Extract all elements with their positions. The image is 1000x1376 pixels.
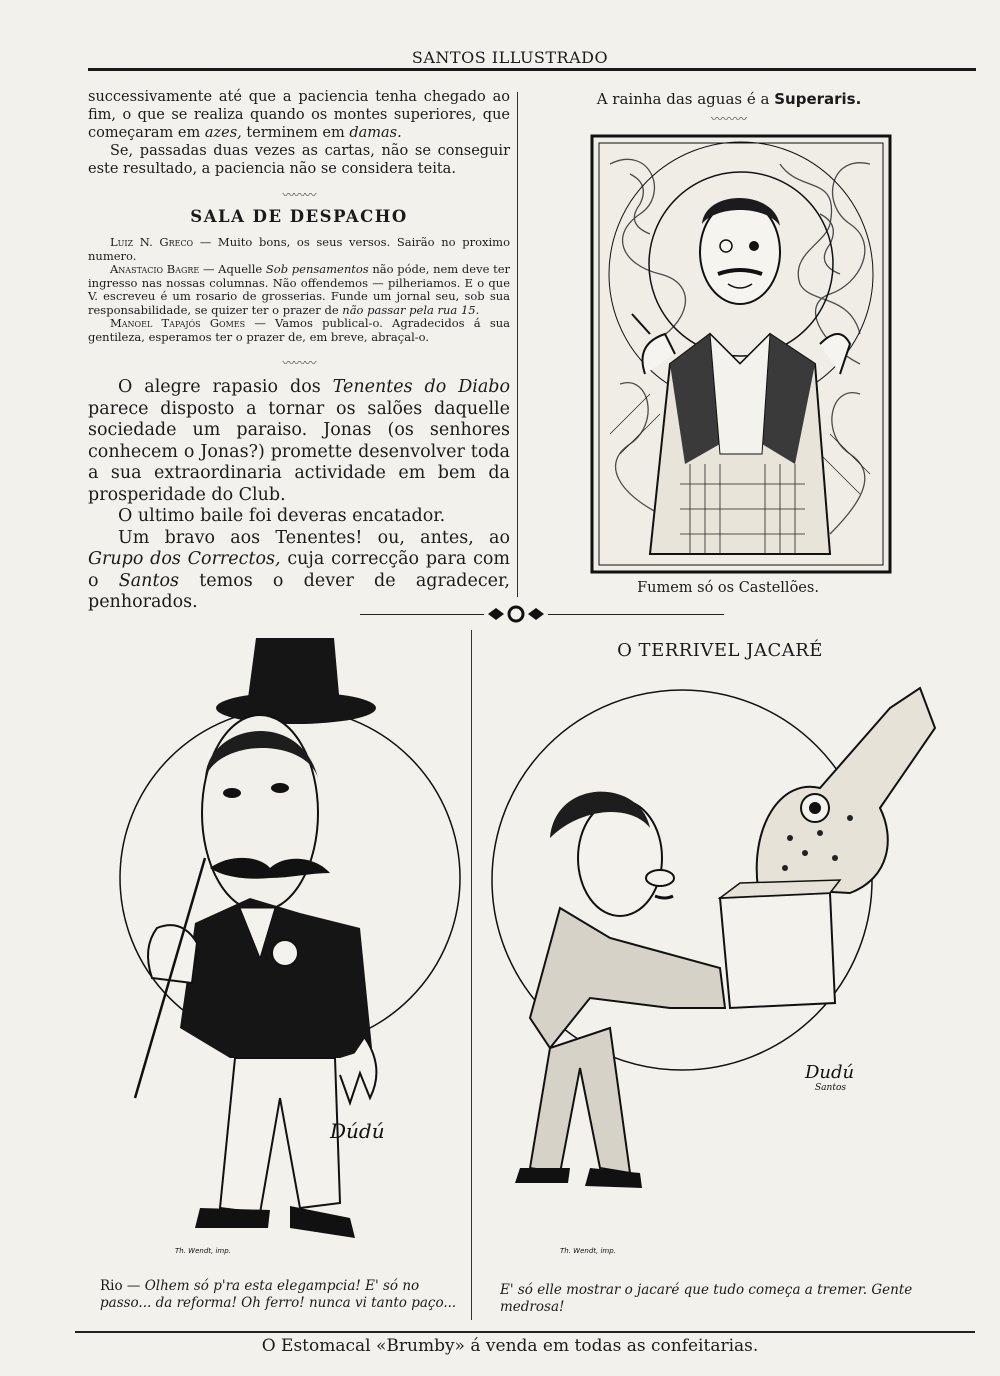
- tenentes-paragraph: O alegre rapasio dos Tenentes do Diabo parece disposto a tornar os salões daquelle sociedade um paraiso. Jonas (os senhores conhecem o Jonas?) promette desenvolver toda a sua extraordinaria actividade em bem da prosperidade do Club.: [88, 377, 510, 505]
- squiggle-divider: 〰〰〰: [282, 356, 316, 370]
- despacho-entry: Luiz N. Greco — Muito bons, os seus versos. Sairão no proximo numero.: [88, 235, 510, 263]
- brumby-footer-ad: O Estomacal «Brumby» á venda em todas as confeitarias.: [261, 1336, 759, 1356]
- despacho-entry: Manoel Tapajós Gomes — Vamos publical-o. Agradecidos á sua gentileza, esperamos ter o prazer de, em breve, abraçal-o.: [88, 316, 510, 344]
- jacare-caricature: [490, 668, 950, 1263]
- despacho-entry: Anastacio Bagre — Aquelle Sob pensamentos não póde, nem deve ter ingresso nas nossas columnas. Não offendemos — pilheriamos. E o que V. escreveu é um rosario de grosserias. Funde um jornal seu, sob sua responsabilidade, se quizer ter o prazer de não passar pela rua 15.: [88, 262, 510, 317]
- tenentes-paragraph: Um bravo aos Tenentes! ou, antes, ao Grupo dos Correctos, cuja correcção para com o Santos temos o dever de agradecer, penhorados.: [88, 527, 511, 612]
- section-title: SALA DE DESPACHO: [190, 207, 408, 226]
- ornament-rule-left: [360, 614, 484, 615]
- smoker-illustration: [590, 134, 892, 574]
- paciencia-paragraph-2: Se, passadas duas vezes as cartas, não se conseguir este resultado, a paciencia não se considera teita.: [88, 143, 510, 177]
- jacare-signature-place: Santos: [815, 1083, 846, 1093]
- jacare-caption: E' só elle mostrar o jacaré que tudo começa a tremer. Gente medrosa!: [500, 1282, 913, 1315]
- superaris-ad: A rainha das aguas é a Superaris.: [596, 90, 862, 108]
- squiggle-divider: 〰〰〰: [282, 188, 316, 202]
- left-column: [88, 88, 510, 614]
- rio-caption: Rio — Olhem só p'ra esta elegampcia! E' só no passo... da reforma! Oh ferro! nunca vi tanto paço...: [100, 1278, 457, 1311]
- header-rule: [88, 68, 976, 71]
- jacare-title: O TERRIVEL JACARÉ: [617, 640, 823, 661]
- ornament-icon: [484, 604, 548, 624]
- paciencia-paragraph: successivamente até que a paciencia tenha chegado ao fim, o que se realiza quando os montes superiores, que começaram em azes, terminem em damas.: [88, 89, 510, 141]
- printer-credit-left: Th. Wendt, imp.: [175, 1247, 231, 1255]
- column-divider-bottom: [471, 630, 472, 1320]
- printer-credit-right: Th. Wendt, imp.: [560, 1247, 616, 1255]
- gentleman-caricature: [100, 628, 462, 1273]
- page-header-title: SANTOS ILLUSTRADO: [411, 48, 609, 67]
- tenentes-paragraph: O ultimo baile foi deveras encatador.: [118, 506, 446, 526]
- footer-rule: [75, 1331, 975, 1333]
- squiggle-divider: 〰〰〰: [710, 112, 747, 126]
- castelloes-caption: Fumem só os Castellões.: [637, 580, 819, 596]
- column-divider: [517, 92, 518, 597]
- gentleman-signature: Dúdú: [330, 1119, 385, 1143]
- ornament-rule-right: [548, 614, 724, 615]
- jacare-signature: Dudú: [805, 1062, 855, 1083]
